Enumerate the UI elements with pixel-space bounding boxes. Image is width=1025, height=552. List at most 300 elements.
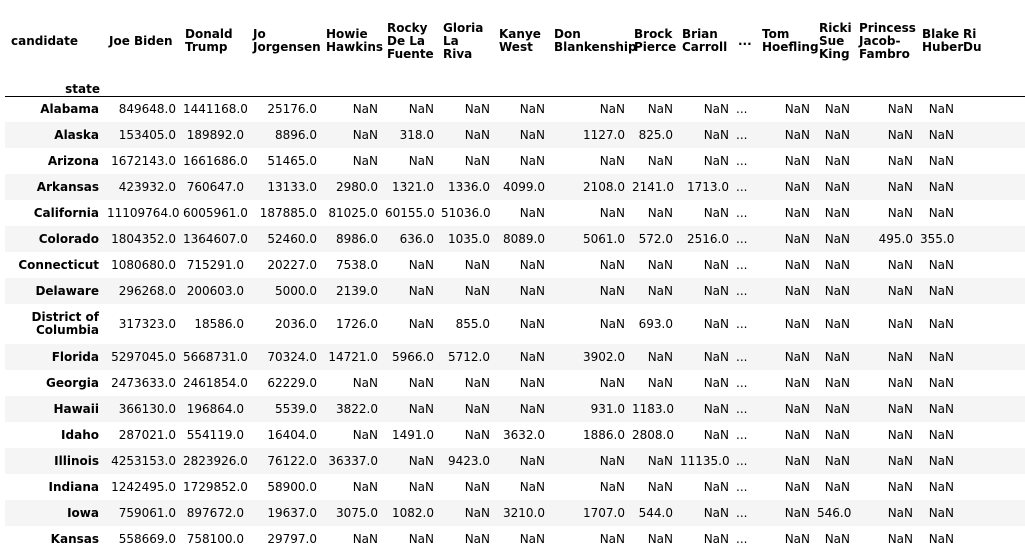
vote-count-cell: [959, 148, 1025, 174]
index-header-blank: [550, 82, 630, 96]
vote-count-cell: 2823926.0: [183, 454, 248, 468]
vote-count-cell: NaN: [352, 428, 378, 442]
vote-count-cell: NaN: [352, 532, 378, 546]
vote-count-cell: 5539.0: [275, 402, 317, 416]
table-row: [5, 278, 1025, 304]
vote-count-cell: NaN: [928, 154, 954, 168]
vote-count-cell: NaN: [352, 154, 378, 168]
vote-count-cell: [959, 226, 1025, 252]
vote-count-cell: NaN: [928, 206, 954, 220]
column-header-text: Huber: [922, 40, 964, 54]
vote-count-cell: 3822.0: [336, 402, 378, 416]
index-header-blank: [181, 82, 249, 96]
table-row: [5, 96, 1025, 122]
index-header-blank: [439, 82, 495, 96]
columns-name-label: candidate: [11, 33, 79, 48]
vote-count-cell: 5297045.0: [111, 350, 176, 364]
vote-count-cell: NaN: [824, 102, 850, 117]
vote-count-cell: NaN: [464, 376, 490, 390]
vote-count-cell: 897672.0: [186, 506, 244, 520]
state-name-text: Alabama: [40, 101, 99, 116]
vote-count-cell: NaN: [928, 428, 954, 442]
vote-count-cell: NaN: [928, 258, 954, 272]
vote-count-cell: 2980.0: [336, 180, 378, 194]
vote-count-cell: 5966.0: [392, 350, 434, 364]
column-header-text: ...: [738, 33, 752, 48]
vote-count-cell: 554119.0: [186, 428, 244, 442]
column-header: [439, 0, 495, 82]
index-header-row: [5, 82, 1025, 96]
vote-count-cell: NaN: [408, 480, 434, 494]
vote-count-cell: 760647.0: [186, 180, 244, 194]
vote-count-cell: NaN: [464, 102, 490, 117]
vote-count-cell: 20227.0: [267, 258, 317, 272]
vote-count-cell: NaN: [703, 402, 729, 416]
state-name-text: Kansas: [50, 531, 99, 546]
vote-count-cell: NaN: [599, 206, 625, 220]
table-row: [5, 370, 1025, 396]
column-header-text: Carroll: [682, 40, 728, 54]
vote-count-cell: NaN: [784, 376, 810, 390]
vote-count-cell: NaN: [784, 180, 810, 194]
vote-count-cell: NaN: [408, 258, 434, 272]
vote-count-cell: 1082.0: [392, 506, 434, 520]
vote-count-cell: 693.0: [638, 317, 673, 331]
vote-count-cell: 36337.0: [328, 454, 378, 468]
vote-count-cell: 11135.0: [680, 454, 730, 468]
vote-count-cell: 58900.0: [267, 480, 317, 494]
vote-count-cell: 2808.0: [632, 428, 674, 442]
column-header-text: Hawkins: [326, 40, 384, 54]
vote-count-cell: 200603.0: [186, 284, 244, 298]
vote-count-cell: NaN: [887, 180, 913, 194]
vote-count-cell: NaN: [887, 506, 913, 520]
vote-count-cell: NaN: [599, 317, 625, 331]
vote-count-cell: NaN: [703, 317, 729, 331]
column-header-text: Rocky: [387, 20, 428, 35]
vote-count-cell: NaN: [824, 532, 850, 546]
vote-count-cell: NaN: [928, 506, 954, 520]
vote-count-cell: NaN: [784, 480, 810, 494]
vote-count-cell: 759061.0: [118, 506, 176, 520]
column-header-ellipsis: [734, 0, 758, 82]
vote-count-cell: NaN: [519, 402, 545, 416]
column-header-text: Pierce: [634, 40, 677, 54]
vote-count-cell: 1336.0: [448, 180, 490, 194]
index-header-blank: [105, 82, 181, 96]
table-row: [5, 148, 1025, 174]
vote-count-cell: NaN: [647, 480, 673, 494]
vote-count-cell: 1804352.0: [111, 232, 176, 246]
vote-count-cell: NaN: [352, 480, 378, 494]
vote-count-cell: 1886.0: [583, 428, 625, 442]
vote-count-cell: NaN: [647, 376, 673, 390]
vote-count-cell: NaN: [408, 102, 434, 117]
vote-count-cell: 855.0: [455, 317, 490, 331]
state-name-text: Iowa: [67, 505, 99, 520]
column-header: [855, 0, 918, 82]
ellipsis-cell: ...: [736, 102, 748, 117]
vote-count-cell: 3210.0: [503, 506, 545, 520]
ellipsis-cell: ...: [736, 206, 748, 220]
vote-count-cell: NaN: [464, 506, 490, 520]
vote-count-cell: NaN: [887, 454, 913, 468]
vote-count-cell: 29797.0: [267, 532, 317, 546]
index-header-blank: [959, 82, 1025, 96]
vote-count-cell: NaN: [928, 317, 954, 331]
column-header-row: [5, 0, 1025, 82]
table-header: [5, 0, 1025, 96]
row-index-state: [5, 96, 105, 122]
index-header-blank: [855, 82, 918, 96]
vote-count-cell: NaN: [824, 376, 850, 390]
vote-count-cell: 60155.0: [385, 206, 435, 220]
column-header-text: Fuente: [387, 46, 434, 61]
vote-count-cell: 196864.0: [186, 402, 244, 416]
vote-count-cell: [959, 174, 1025, 200]
vote-count-cell: NaN: [464, 402, 490, 416]
vote-count-cell: [959, 252, 1025, 278]
vote-count-cell: 8986.0: [336, 232, 378, 246]
column-header-text: Brian: [682, 27, 718, 41]
vote-count-cell: 317323.0: [118, 317, 176, 331]
ellipsis-cell: ...: [736, 532, 748, 546]
vote-count-cell: 8896.0: [275, 128, 317, 142]
vote-count-cell: NaN: [887, 428, 913, 442]
vote-count-cell: 423932.0: [118, 180, 176, 194]
vote-count-cell: NaN: [647, 454, 673, 468]
vote-count-cell: NaN: [647, 154, 673, 168]
vote-count-cell: 366130.0: [118, 402, 176, 416]
row-index-state: [5, 500, 105, 526]
column-header-text: Kanye: [499, 27, 541, 41]
index-header-blank: [383, 82, 439, 96]
vote-count-cell: NaN: [408, 532, 434, 546]
state-name-text: Alaska: [54, 127, 99, 142]
vote-count-cell: 636.0: [399, 232, 434, 246]
vote-count-cell: [959, 474, 1025, 500]
vote-count-cell: 2473633.0: [111, 376, 176, 390]
vote-count-cell: 62229.0: [267, 376, 317, 390]
vote-count-cell: 153405.0: [118, 128, 176, 142]
vote-count-cell: NaN: [647, 284, 673, 298]
vote-count-cell: [959, 344, 1025, 370]
ellipsis-cell: ...: [736, 506, 748, 520]
state-name-text: Columbia: [35, 323, 99, 337]
vote-count-cell: [959, 96, 1025, 122]
vote-count-cell: 4253153.0: [111, 454, 176, 468]
ellipsis-cell: ...: [736, 376, 748, 390]
vote-count-cell: NaN: [824, 350, 850, 364]
vote-count-cell: NaN: [519, 154, 545, 168]
vote-count-cell: 1242495.0: [111, 480, 176, 494]
ellipsis-cell: ...: [736, 232, 748, 246]
vote-count-cell: NaN: [599, 102, 625, 117]
index-header-blank: [630, 82, 678, 96]
vote-count-cell: NaN: [703, 532, 729, 546]
column-header-text: Don: [554, 27, 581, 41]
table-body: [5, 96, 1025, 552]
table-row: [5, 304, 1025, 344]
vote-count-cell: NaN: [824, 454, 850, 468]
column-header-text: Blankenship: [554, 40, 637, 54]
vote-count-cell: NaN: [519, 206, 545, 220]
table-row: [5, 226, 1025, 252]
vote-count-cell: 1441168.0: [183, 102, 248, 117]
vote-count-cell: 51036.0: [441, 206, 491, 220]
index-header-blank: [678, 82, 734, 96]
vote-count-cell: 16404.0: [267, 428, 317, 442]
row-index-state: [5, 422, 105, 448]
row-index-state: [5, 526, 105, 552]
vote-count-cell: 1672143.0: [111, 154, 176, 168]
row-index-state: [5, 122, 105, 148]
vote-count-cell: NaN: [824, 317, 850, 331]
vote-count-cell: 2141.0: [632, 180, 674, 194]
vote-count-cell: NaN: [784, 428, 810, 442]
ellipsis-cell: ...: [736, 350, 748, 364]
column-header-text: Joe Biden: [109, 33, 173, 48]
vote-count-cell: NaN: [464, 128, 490, 142]
vote-count-cell: 1321.0: [392, 180, 434, 194]
vote-count-cell: NaN: [824, 428, 850, 442]
row-index-state: [5, 252, 105, 278]
vote-count-cell: [959, 500, 1025, 526]
vote-count-cell: NaN: [887, 480, 913, 494]
column-header: [918, 0, 964, 82]
vote-count-cell: 572.0: [638, 232, 673, 246]
vote-count-cell: NaN: [887, 350, 913, 364]
column-header-text: Ricki: [819, 20, 852, 35]
column-header: [181, 0, 249, 82]
vote-count-cell: NaN: [887, 258, 913, 272]
column-header: [383, 0, 439, 82]
vote-count-cell: NaN: [599, 258, 625, 272]
vote-count-cell: NaN: [928, 102, 954, 117]
vote-count-cell: NaN: [887, 376, 913, 390]
table-row: [5, 474, 1025, 500]
vote-count-cell: 1726.0: [336, 317, 378, 331]
vote-count-cell: 2516.0: [687, 232, 729, 246]
row-index-state: [5, 174, 105, 200]
dataframe-output: [5, 0, 1012, 551]
column-header-text: Hoefling: [762, 40, 819, 54]
index-header-blank: [758, 82, 815, 96]
vote-count-cell: 2108.0: [583, 180, 625, 194]
vote-count-cell: [959, 370, 1025, 396]
table-row: [5, 122, 1025, 148]
vote-count-cell: NaN: [928, 128, 954, 142]
vote-count-cell: 1661686.0: [183, 154, 248, 168]
vote-count-cell: NaN: [784, 154, 810, 168]
vote-count-cell: [959, 526, 1025, 552]
table-row: [5, 500, 1025, 526]
vote-count-cell: 1729852.0: [183, 480, 248, 494]
vote-count-cell: NaN: [599, 154, 625, 168]
vote-count-cell: NaN: [647, 532, 673, 546]
table-row: [5, 526, 1025, 552]
column-header: [959, 0, 1025, 82]
column-header-text: Jo: [253, 27, 266, 41]
vote-count-cell: NaN: [519, 454, 545, 468]
index-name-label: state: [5, 82, 105, 96]
vote-count-cell: 544.0: [638, 506, 673, 520]
vote-count-cell: NaN: [647, 350, 673, 364]
vote-count-cell: NaN: [784, 258, 810, 272]
vote-count-cell: 4099.0: [503, 180, 545, 194]
state-name-text: Georgia: [46, 375, 99, 390]
vote-count-cell: 7538.0: [336, 258, 378, 272]
vote-count-cell: 51465.0: [267, 154, 317, 168]
vote-count-cell: 81025.0: [328, 206, 378, 220]
column-header-text: King: [819, 46, 850, 61]
index-header-blank: [734, 82, 758, 96]
column-header-text: Fambro: [859, 46, 910, 61]
vote-count-cell: NaN: [703, 480, 729, 494]
vote-count-cell: NaN: [408, 317, 434, 331]
state-name-text: Delaware: [35, 283, 99, 298]
column-header: [815, 0, 855, 82]
vote-count-cell: NaN: [703, 506, 729, 520]
vote-count-cell: [959, 200, 1025, 226]
vote-count-cell: NaN: [464, 480, 490, 494]
vote-count-cell: 758100.0: [186, 532, 244, 546]
column-header-text: Blake: [922, 27, 960, 41]
table-row: [5, 344, 1025, 370]
vote-count-cell: 5000.0: [275, 284, 317, 298]
vote-count-cell: NaN: [887, 317, 913, 331]
vote-count-cell: NaN: [352, 128, 378, 142]
column-header: [630, 0, 678, 82]
vote-count-cell: 495.0: [878, 232, 913, 246]
dataframe-table: [5, 0, 1025, 552]
table-row: [5, 174, 1025, 200]
column-header-text: De La: [387, 33, 426, 48]
vote-count-cell: 5712.0: [448, 350, 490, 364]
vote-count-cell: 70324.0: [267, 350, 317, 364]
vote-count-cell: NaN: [928, 376, 954, 390]
vote-count-cell: NaN: [784, 232, 810, 246]
column-header-text: Tom: [762, 27, 790, 41]
vote-count-cell: NaN: [519, 317, 545, 331]
vote-count-cell: NaN: [703, 154, 729, 168]
state-name-text: District of: [31, 310, 99, 324]
vote-count-cell: NaN: [703, 128, 729, 142]
vote-count-cell: NaN: [703, 350, 729, 364]
vote-count-cell: NaN: [352, 102, 378, 117]
vote-count-cell: 1127.0: [583, 128, 625, 142]
vote-count-cell: NaN: [519, 532, 545, 546]
index-header-blank: [322, 82, 383, 96]
vote-count-cell: NaN: [519, 376, 545, 390]
vote-count-cell: NaN: [928, 454, 954, 468]
row-index-state: [5, 474, 105, 500]
ellipsis-cell: ...: [736, 317, 748, 331]
vote-count-cell: 849648.0: [118, 102, 176, 117]
vote-count-cell: NaN: [887, 532, 913, 546]
column-header: [105, 0, 181, 82]
vote-count-cell: 1183.0: [632, 402, 674, 416]
column-header-text: Jacob-: [859, 33, 901, 48]
vote-count-cell: [959, 396, 1025, 422]
vote-count-cell: 2036.0: [275, 317, 317, 331]
vote-count-cell: NaN: [887, 154, 913, 168]
state-name-text: Arizona: [47, 153, 99, 168]
vote-count-cell: 8089.0: [503, 232, 545, 246]
vote-count-cell: NaN: [887, 128, 913, 142]
table-row: [5, 422, 1025, 448]
vote-count-cell: 5668731.0: [183, 350, 248, 364]
vote-count-cell: NaN: [599, 532, 625, 546]
state-name-text: Idaho: [61, 427, 99, 442]
vote-count-cell: NaN: [824, 128, 850, 142]
vote-count-cell: NaN: [784, 506, 810, 520]
index-header-blank: [815, 82, 855, 96]
vote-count-cell: NaN: [464, 284, 490, 298]
column-header-text: Trump: [185, 40, 228, 54]
column-header: [495, 0, 550, 82]
vote-count-cell: NaN: [824, 402, 850, 416]
vote-count-cell: NaN: [928, 180, 954, 194]
vote-count-cell: [959, 304, 1025, 344]
vote-count-cell: 1080680.0: [111, 258, 176, 272]
row-index-state: [5, 396, 105, 422]
vote-count-cell: 3075.0: [336, 506, 378, 520]
vote-count-cell: 825.0: [638, 128, 673, 142]
column-header: [550, 0, 637, 82]
vote-count-cell: NaN: [887, 102, 913, 117]
vote-count-cell: NaN: [784, 317, 810, 331]
column-header-text: Donald: [185, 27, 233, 41]
vote-count-cell: [959, 422, 1025, 448]
vote-count-cell: 355.0: [920, 232, 955, 246]
state-name-text: Florida: [51, 349, 99, 364]
index-header-blank: [495, 82, 550, 96]
vote-count-cell: NaN: [824, 284, 850, 298]
vote-count-cell: NaN: [824, 232, 850, 246]
ellipsis-cell: ...: [736, 284, 748, 298]
vote-count-cell: NaN: [703, 206, 729, 220]
vote-count-cell: NaN: [928, 350, 954, 364]
vote-count-cell: NaN: [784, 454, 810, 468]
vote-count-cell: NaN: [887, 402, 913, 416]
vote-count-cell: NaN: [887, 206, 913, 220]
vote-count-cell: 287021.0: [118, 428, 176, 442]
column-header-text: Howie: [326, 27, 368, 41]
row-index-state: [5, 200, 105, 226]
vote-count-cell: NaN: [703, 428, 729, 442]
vote-count-cell: NaN: [928, 480, 954, 494]
vote-count-cell: NaN: [824, 480, 850, 494]
vote-count-cell: NaN: [703, 376, 729, 390]
table-row: [5, 396, 1025, 422]
column-header: [249, 0, 322, 82]
vote-count-cell: 558669.0: [118, 532, 176, 546]
ellipsis-cell: ...: [736, 258, 748, 272]
table-row: [5, 448, 1025, 474]
row-index-state: [5, 448, 105, 474]
column-header: [322, 0, 383, 82]
table-row: [5, 200, 1025, 226]
vote-count-cell: NaN: [599, 376, 625, 390]
ellipsis-cell: ...: [736, 154, 748, 168]
vote-count-cell: NaN: [928, 284, 954, 298]
vote-count-cell: NaN: [464, 154, 490, 168]
vote-count-cell: NaN: [519, 102, 545, 117]
vote-count-cell: NaN: [408, 284, 434, 298]
vote-count-cell: 1035.0: [448, 232, 490, 246]
vote-count-cell: 9423.0: [448, 454, 490, 468]
